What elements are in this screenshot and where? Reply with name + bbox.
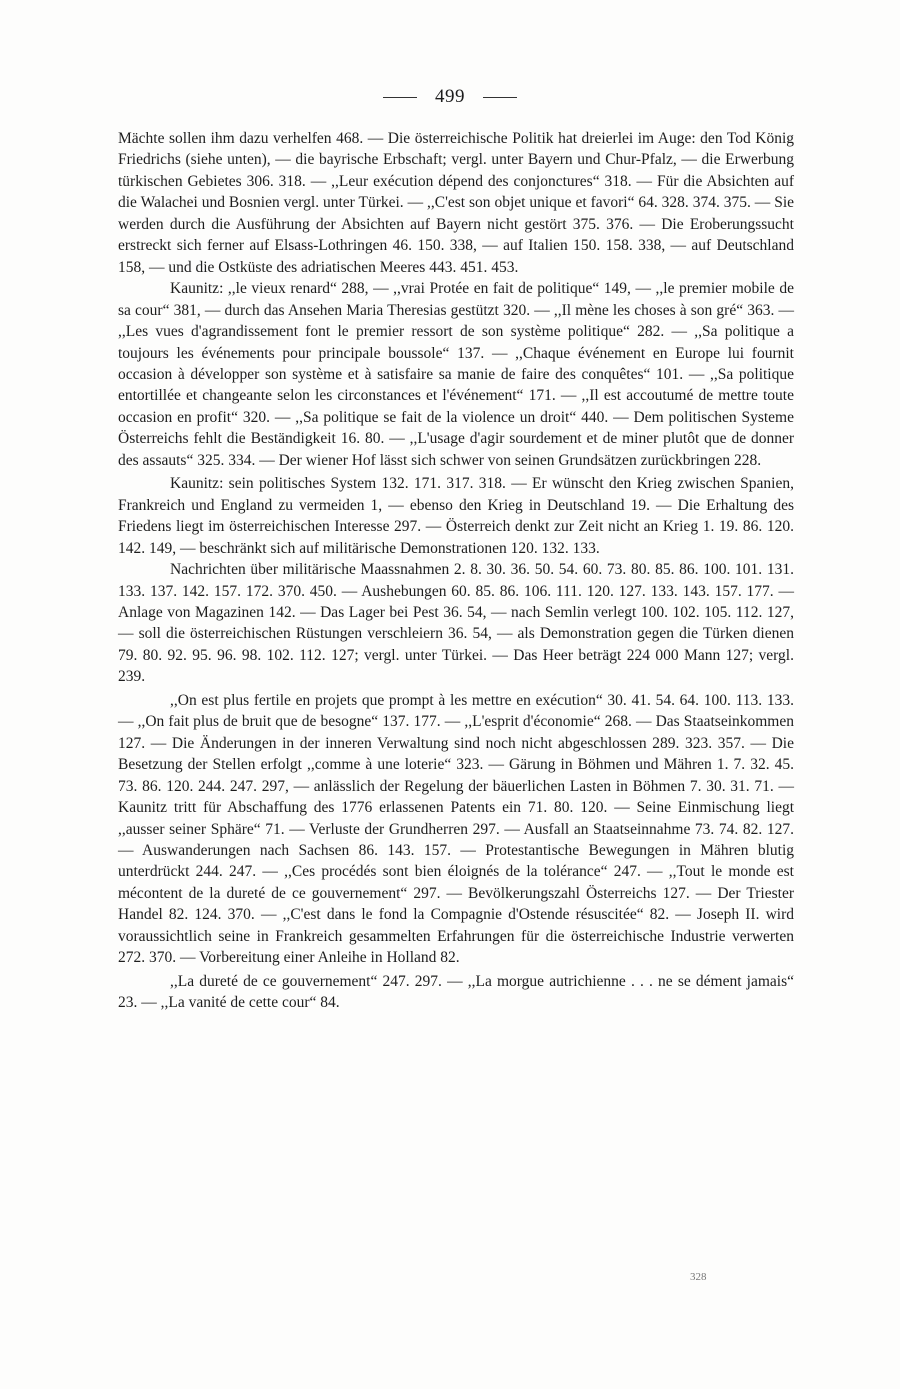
body-text <box>118 128 794 1014</box>
paragraph: Kaunitz: ,,le vieux renard“ 288, — ,,vrai Protée en fait de politique“ 149, — ,,le premier mobile de sa cour“ 381, — durch das Ansehen Maria Theresias gestützt 320. — ,,Il mène les choses à son gré“ 363. — ,,Les vues d'agrandissement font le premier ressort de son système politique“ 282. — ,,Sa politique a toujours les événements pour principale boussole“ 137. — ,,Chaque événement en Europe lui fournit occasion à développer son système et à satisfaire sa manie de faire des conquêtes“ 101. — ,,Sa politique entortillée et changeante selon les circonstances et l'événement“ 171. — ,,Il est accoutumé de mettre toute occasion en profit“ 320. — ,,Sa politique se fait de la violence un droit“ 440. — Dem politischen Systeme Österreichs fehlt die Beständigkeit 16. 80. — ,,L'usage d'agir sourdement et de miner plutôt que de donner des assauts“ 325. 334. — Der wiener Hof lässt sich schwer von seinen Grundsätzen zurückbringen 228. <box>118 280 794 469</box>
paragraph: Mächte sollen ihm dazu verhelfen 468. — Die österreichische Politik hat dreierlei im Auge: den Tod König Friedrichs (siehe unten), — die bayrische Erbschaft; vergl. unter Bayern und Chur-Pfalz, — die Erwerbung türkischen Gebietes 306. 318. — ,,Leur exécution dépend des conjonctures“ 318. — Für die Absichten auf die Walachei und Bosnien vergl. unter Türkei. — ,,C'est son objet unique et favori“ 64. 328. 374. 375. — Sie werden durch die Ausführung der Absichten auf Bayern nicht gestört 375. 376. — Die Eroberungssucht erstreckt sich ferner auf Elsass-Lothringen 46. 150. 338, — auf Italien 150. 158. 338, — auf Deutschland 158, — und die Ostküste des adriatischen Meeres 443. 451. 453. <box>118 130 794 276</box>
header-rule-left <box>383 97 417 98</box>
paragraph: Nachrichten über militärische Maassnahmen 2. 8. 30. 36. 50. 54. 60. 73. 80. 85. 86. 100. 101. 131. 133. 137. 142. 157. 172. 370. 450. — Aushebungen 60. 85. 86. 106. 111. 120. 127. 133. 143. 157. 177. — Anlage von Magazinen 142. — Das Lager bei Pest 36. 54, — nach Semlin verlegt 100. 102. 105. 112. 127, — soll die österreichischen Rüstungen verschleiern 36. 54, — als Demonstration gegen die Türken dienen 79. 80. 92. 95. 96. 98. 102. 112. 127; vergl. unter Türkei. — Das Heer beträgt 224 000 Mann 127; vergl. 239. <box>118 561 794 686</box>
paragraph: Kaunitz: sein politisches System 132. 171. 317. 318. — Er wünscht den Krieg zwischen Spanien, Frankreich und England zu vermeiden 1, — ebenso den Krieg in Deutschland 19. — Die Erhaltung des Friedens liegt im österreichischen Interesse 297. — Österreich denkt zur Zeit nicht an Krieg 1. 19. 86. 120. 142. 149, — beschränkt sich auf militärische Demonstrationen 120. 132. 133. <box>118 475 794 557</box>
page-number: 499 <box>435 86 465 107</box>
header-rule-right <box>483 97 517 98</box>
signature-mark: 328 <box>690 1271 707 1283</box>
page-header <box>0 86 900 108</box>
paragraph: ,,La dureté de ce gouvernement“ 247. 297. — ,,La morgue autrichienne . . . ne se dément jamais“ 23. — ,,La vanité de cette cour“ 84. <box>118 972 794 1012</box>
paragraph: ,,On est plus fertile en projets que prompt à les mettre en exécution“ 30. 41. 54. 64. 100. 113. 133. — ,,On fait plus de bruit que de besogne“ 137. 177. — ,,L'esprit d'économie“ 268. — Das Staatseinkommen 127. — Die Änderungen in der inneren Verwaltung sind noch nicht abgeschlossen 289. 323. 357. — Die Besetzung der Stellen erfolgt ,,comme à une loterie“ 323. — Gärung in Böhmen und Mähren 1. 7. 32. 45. 73. 86. 120. 244. 247. 297, — anlässlich der Regelung der bäuerlichen Lasten in Böhmen 7. 30. 31. 71. — Kaunitz tritt für Abschaffung des 1776 erlassenen Patents ein 71. 80. 120. — Seine Einmischung liegt ,,ausser seiner Sphäre“ 71. — Verluste der Grundherren 297. — Ausfall an Staatseinnahme 73. 74. 82. 127. — Auswanderungen nach Sachsen 86. 143. 157. — Protestantische Bewegungen in Mähren blutig unterdrückt 244. 247. — ,,Ces procédés sont bien éloignés de la tolérance“ 247. — ,,Tout le monde est mécontent de la dureté de ce gouvernement“ 297. — Bevölkerungszahl Österreichs 127. — Der Triester Handel 82. 124. 370. — ,,C'est dans le fond la Compagnie d'Ostende résuscitée“ 82. — Joseph II. wird voraussichtlich seine in Frankreich gesammelten Erfahrungen für die österreichische Industrie verwerten 272. 370. — Vorbereitung einer Anleihe in Holland 82. <box>118 691 794 967</box>
